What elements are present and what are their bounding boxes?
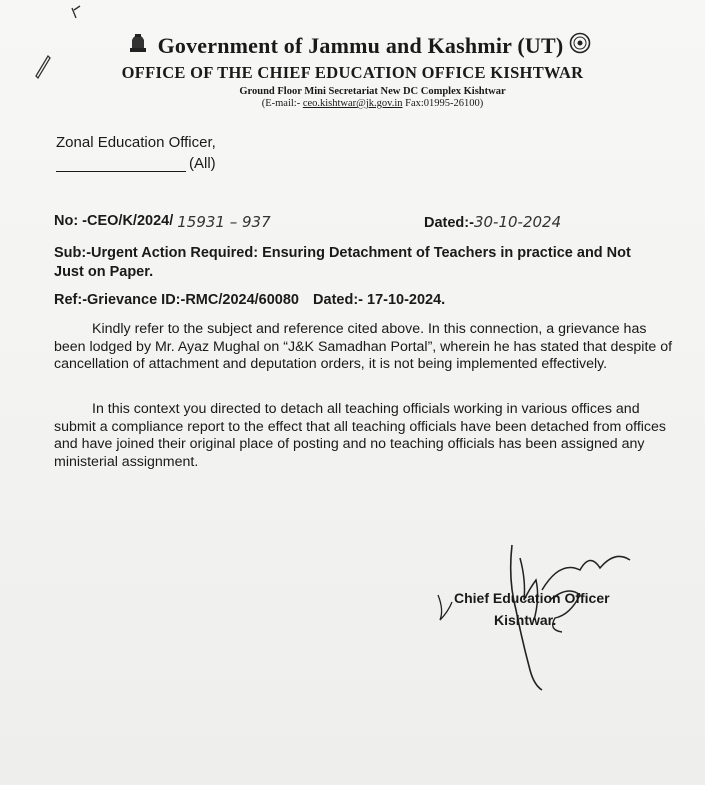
fax-number: Fax:01995-26100) bbox=[405, 98, 484, 109]
office-contact bbox=[40, 98, 705, 109]
signatory-place: Kishtwar. bbox=[494, 612, 557, 628]
signature-block bbox=[430, 540, 630, 700]
addressee-scope: (All) bbox=[189, 155, 216, 172]
email-link[interactable]: ceo.kishtwar@jk.gov.in bbox=[302, 98, 403, 109]
addressee-title: Zonal Education Officer, bbox=[56, 134, 216, 151]
grievance-date: Dated:- 17-10-2024. bbox=[313, 292, 446, 308]
letter-number-handwritten: 15931 – 937 bbox=[177, 213, 271, 231]
dated-value: 30-10-2024 bbox=[473, 213, 562, 231]
reference-row bbox=[54, 213, 674, 231]
body-paragraph-2: In this context you directed to detach all teaching officials working in various offices and submit a compliance report to the effect that all teaching officials have been detached from offices and have joined their original place of posting and no teaching officials has been assigned any ministerial assignment. bbox=[54, 401, 667, 470]
addressee bbox=[56, 134, 216, 172]
dated-field bbox=[424, 213, 561, 231]
government-text: Government of Jammu and Kashmir (UT) bbox=[157, 33, 564, 58]
letter-number-label: No: -CEO/K/2024/ bbox=[54, 213, 174, 229]
email-label: (E-mail:- bbox=[261, 98, 301, 109]
subject-line: Sub:-Urgent Action Required: Ensuring Detachment of Teachers in practice and Not Just on Paper. bbox=[54, 245, 631, 280]
grievance-id: Ref:-Grievance ID:-RMC/2024/60080 bbox=[54, 292, 299, 308]
dated-label: Dated:- bbox=[424, 215, 474, 231]
reference-line bbox=[54, 292, 445, 308]
signatory-title: Chief Education Officer bbox=[454, 590, 610, 606]
blank-line bbox=[56, 155, 186, 172]
letterhead bbox=[0, 32, 705, 109]
body-paragraph-1: Kindly refer to the subject and reference cited above. In this connection, a grievance has been lodged by Mr. Ayaz Mughal on “J&K Samadhan Portal”, wherein he has stated that despite of cancellation of attachment and deputation orders, it is not being implemented effectively. bbox=[54, 321, 673, 372]
office-address: Ground Floor Mini Secretariat New DC Complex Kishtwar bbox=[239, 86, 506, 97]
seal-icon bbox=[569, 32, 591, 60]
office-title: OFFICE OF THE CHIEF EDUCATION OFFICE KISHTWAR bbox=[121, 63, 584, 82]
government-title bbox=[10, 32, 705, 60]
state-emblem-icon bbox=[124, 32, 152, 60]
